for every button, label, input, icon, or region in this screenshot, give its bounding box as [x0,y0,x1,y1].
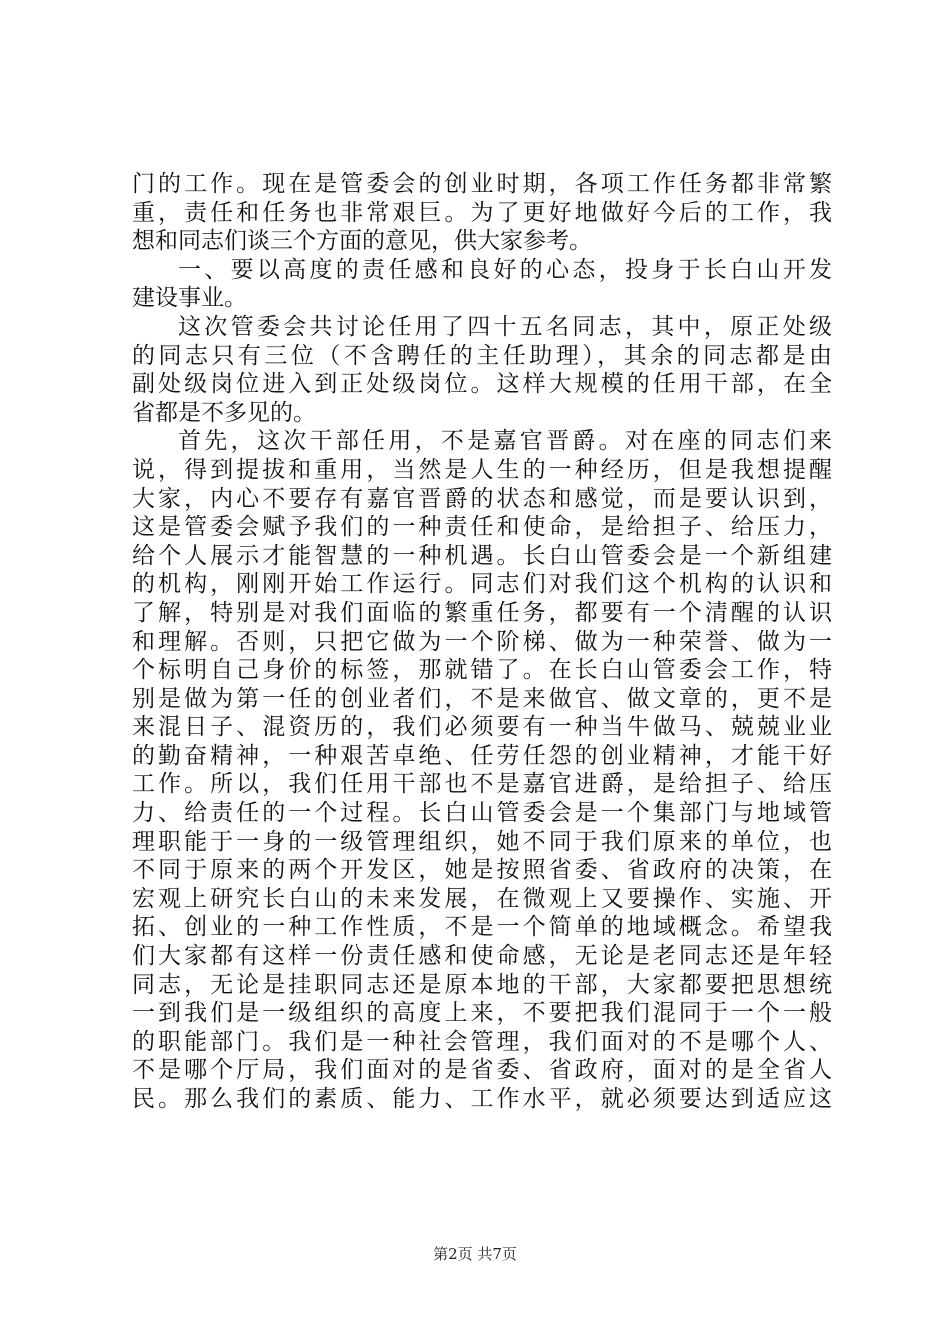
text-line: 们大家都有这样一份责任感和使命感，无论是老同志还是年轻 [132,943,832,970]
text-line: 的职能部门。我们是一种社会管理，我们面对的不是哪个人、 [132,1028,832,1055]
text-line: 大家，内心不要存有嘉官晋爵的状态和感觉，而是要认识到， [132,485,832,512]
text-line: 的机构，刚刚开始工作运行。同志们对我们这个机构的认识和 [132,571,832,598]
text-line: 个标明自己身价的标签，那就错了。在长白山管委会工作，特 [132,657,832,684]
text-line: 省都是不多见的。 [132,399,316,426]
text-line: 不是哪个厅局，我们面对的是省委、省政府，面对的是全省人 [132,1057,832,1084]
text-line: 工作。所以，我们任用干部也不是嘉官进爵，是给担子、给压 [132,771,832,798]
text-line: 力、给责任的一个过程。长白山管委会是一个集部门与地域管 [132,800,832,827]
page-number-footer: 第2页 共7页 [433,1245,517,1263]
text-line: 建设事业。 [132,285,247,312]
text-line: 和理解。否则，只把它做为一个阶梯、做为一种荣誉、做为一 [132,628,832,655]
text-line: 说，得到提拔和重用，当然是人生的一种经历，但是我想提醒 [132,456,832,483]
text-line: 不同于原来的两个开发区，她是按照省委、省政府的决策，在 [132,857,832,884]
text-line: 一、要以高度的责任感和良好的心态，投身于长白山开发 [178,256,832,283]
text-line: 给个人展示才能智慧的一种机遇。长白山管委会是一个新组建 [132,542,832,569]
text-line: 别是做为第一任的创业者们，不是来做官、做文章的，更不是 [132,685,832,712]
text-line: 来混日子、混资历的，我们必须要有一种当牛做马、兢兢业业 [132,714,832,741]
text-line: 副处级岗位进入到正处级岗位。这样大规模的任用干部，在全 [132,371,832,398]
text-line: 重，责任和任务也非常艰巨。为了更好地做好今后的工作，我 [132,199,832,226]
text-line: 的勤奋精神，一种艰苦卓绝、任劳任怨的创业精神，才能干好 [132,742,832,769]
text-line: 拓、创业的一种工作性质，不是一个简单的地域概念。希望我 [132,914,832,941]
text-line: 同志，无论是挂职同志还是原本地的干部，大家都要把思想统 [132,971,832,998]
text-line: 的同志只有三位（不含聘任的主任助理），其余的同志都是由 [132,342,832,369]
text-line: 门的工作。现在是管委会的创业时期，各项工作任务都非常繁 [132,171,832,197]
text-line: 想和同志们谈三个方面的意见，供大家参考。 [132,228,592,255]
text-line: 首先，这次干部任用，不是嘉官晋爵。对在座的同志们来 [178,428,832,455]
text-line: 宏观上研究长白山的未来发展，在微观上又要操作、实施、开 [132,885,832,912]
text-line: 这次管委会共讨论任用了四十五名同志，其中，原正处级 [178,313,832,340]
text-line: 民。那么我们的素质、能力、工作水平，就必须要达到适应这 [132,1086,832,1112]
document-body [132,170,832,1114]
text-line: 这是管委会赋予我们的一种责任和使命，是给担子、给压力， [132,514,832,541]
text-line: 一到我们是一级组织的高度上来，不要把我们混同于一个一般 [132,1000,832,1027]
text-line: 理职能于一身的一级管理组织，她不同于我们原来的单位，也 [132,828,832,855]
text-line: 了解，特别是对我们面临的繁重任务，都要有一个清醒的认识 [132,599,832,626]
